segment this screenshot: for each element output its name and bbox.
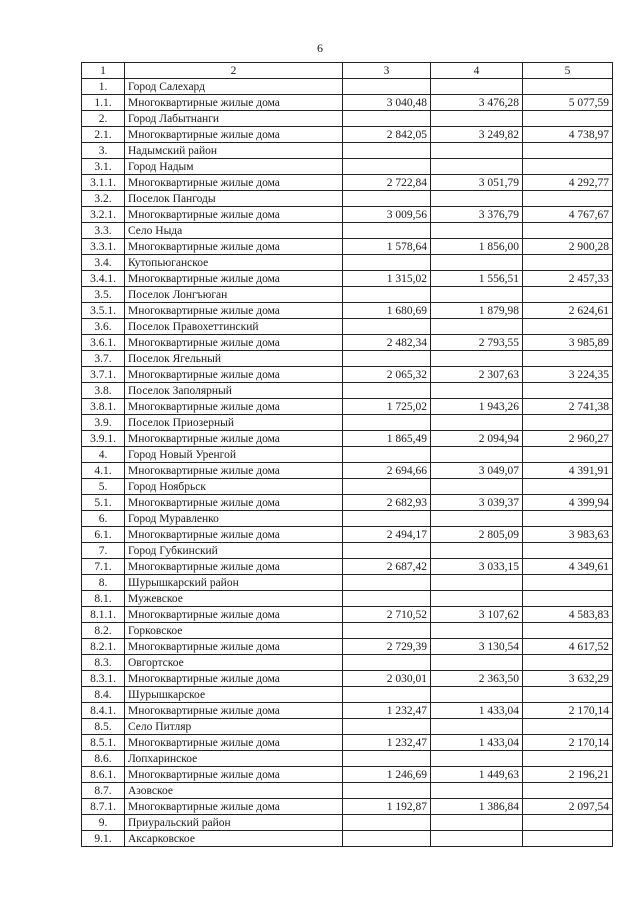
value-cell-4 xyxy=(431,383,523,399)
value-cell-3: 1 680,69 xyxy=(343,303,431,319)
row-name-cell: Шурышкарское xyxy=(125,687,343,703)
value-cell-4: 2 363,50 xyxy=(431,671,523,687)
row-number-cell: 3.9.1. xyxy=(82,431,125,447)
value-cell-4 xyxy=(431,319,523,335)
value-cell-5 xyxy=(523,831,613,847)
table-row xyxy=(82,127,613,143)
table-row xyxy=(82,703,613,719)
row-number-cell: 5. xyxy=(82,479,125,495)
value-cell-3 xyxy=(343,191,431,207)
row-number-cell: 2.1. xyxy=(82,127,125,143)
row-number-cell: 3.8.1. xyxy=(82,399,125,415)
table-row xyxy=(82,351,613,367)
row-name-cell: Многоквартирные жилые дома xyxy=(125,703,343,719)
row-number-cell: 4. xyxy=(82,447,125,463)
table-row xyxy=(82,527,613,543)
value-cell-5: 4 399,94 xyxy=(523,495,613,511)
value-cell-5 xyxy=(523,111,613,127)
row-name-cell: Овгортское xyxy=(125,655,343,671)
header-row xyxy=(82,63,613,79)
row-name-cell: Многоквартирные жилые дома xyxy=(125,799,343,815)
value-cell-3: 1 232,47 xyxy=(343,703,431,719)
value-cell-4 xyxy=(431,223,523,239)
row-name-cell: Аксарковское xyxy=(125,831,343,847)
row-name-cell: Многоквартирные жилые дома xyxy=(125,207,343,223)
row-number-cell: 1.1. xyxy=(82,95,125,111)
value-cell-3 xyxy=(343,223,431,239)
value-cell-5: 2 900,28 xyxy=(523,239,613,255)
value-cell-3 xyxy=(343,687,431,703)
row-name-cell: Многоквартирные жилые дома xyxy=(125,399,343,415)
value-cell-3: 1 232,47 xyxy=(343,735,431,751)
value-cell-5: 2 457,33 xyxy=(523,271,613,287)
table-row xyxy=(82,511,613,527)
row-number-cell: 6.1. xyxy=(82,527,125,543)
row-number-cell: 3.9. xyxy=(82,415,125,431)
table-row xyxy=(82,463,613,479)
table-row xyxy=(82,559,613,575)
value-cell-3 xyxy=(343,623,431,639)
value-cell-3 xyxy=(343,319,431,335)
page-number: 6 xyxy=(317,41,323,55)
table-row xyxy=(82,95,613,111)
row-name-cell: Многоквартирные жилые дома xyxy=(125,271,343,287)
table-row xyxy=(82,607,613,623)
value-cell-5: 3 224,35 xyxy=(523,367,613,383)
value-cell-3 xyxy=(343,111,431,127)
value-cell-3 xyxy=(343,415,431,431)
row-number-cell: 8.3.1. xyxy=(82,671,125,687)
value-cell-3: 1 315,02 xyxy=(343,271,431,287)
table-row xyxy=(82,639,613,655)
table-row xyxy=(82,447,613,463)
row-name-cell: Город Надым xyxy=(125,159,343,175)
row-number-cell: 3.4.1. xyxy=(82,271,125,287)
value-cell-4 xyxy=(431,351,523,367)
row-number-cell: 8.4. xyxy=(82,687,125,703)
row-name-cell: Многоквартирные жилые дома xyxy=(125,335,343,351)
value-cell-4: 1 433,04 xyxy=(431,703,523,719)
row-number-cell: 1. xyxy=(82,79,125,95)
row-number-cell: 3.5. xyxy=(82,287,125,303)
value-cell-4 xyxy=(431,815,523,831)
value-cell-4 xyxy=(431,159,523,175)
table-row xyxy=(82,831,613,847)
value-cell-3: 2 030,01 xyxy=(343,671,431,687)
value-cell-4: 3 130,54 xyxy=(431,639,523,655)
value-cell-5 xyxy=(523,783,613,799)
value-cell-4: 1 449,63 xyxy=(431,767,523,783)
row-number-cell: 8.7.1. xyxy=(82,799,125,815)
value-cell-5: 4 292,77 xyxy=(523,175,613,191)
row-number-cell: 3.1.1. xyxy=(82,175,125,191)
value-cell-5 xyxy=(523,591,613,607)
value-cell-5 xyxy=(523,319,613,335)
row-number-cell: 8.5.1. xyxy=(82,735,125,751)
value-cell-3 xyxy=(343,143,431,159)
value-cell-5: 2 170,14 xyxy=(523,703,613,719)
value-cell-4 xyxy=(431,111,523,127)
value-cell-3 xyxy=(343,655,431,671)
table-row xyxy=(82,543,613,559)
row-name-cell: Поселок Лонгъюган xyxy=(125,287,343,303)
value-cell-4 xyxy=(431,831,523,847)
row-name-cell: Многоквартирные жилые дома xyxy=(125,527,343,543)
value-cell-4: 3 051,79 xyxy=(431,175,523,191)
value-cell-5: 2 741,38 xyxy=(523,399,613,415)
row-number-cell: 3.7.1. xyxy=(82,367,125,383)
value-cell-3: 1 865,49 xyxy=(343,431,431,447)
table-row xyxy=(82,751,613,767)
row-name-cell: Многоквартирные жилые дома xyxy=(125,303,343,319)
value-cell-5: 2 196,21 xyxy=(523,767,613,783)
value-cell-5: 4 583,83 xyxy=(523,607,613,623)
table-row xyxy=(82,735,613,751)
value-cell-4 xyxy=(431,255,523,271)
row-name-cell: Многоквартирные жилые дома xyxy=(125,127,343,143)
value-cell-3: 2 842,05 xyxy=(343,127,431,143)
row-name-cell: Многоквартирные жилые дома xyxy=(125,671,343,687)
value-cell-5 xyxy=(523,383,613,399)
value-cell-3: 2 682,93 xyxy=(343,495,431,511)
value-cell-4: 1 879,98 xyxy=(431,303,523,319)
value-cell-5: 3 985,89 xyxy=(523,335,613,351)
table-row xyxy=(82,591,613,607)
value-cell-3: 2 482,34 xyxy=(343,335,431,351)
value-cell-3 xyxy=(343,447,431,463)
value-cell-4 xyxy=(431,543,523,559)
value-cell-3 xyxy=(343,479,431,495)
row-number-cell: 3.5.1. xyxy=(82,303,125,319)
header-cell-2: 2 xyxy=(125,63,343,79)
value-cell-4 xyxy=(431,479,523,495)
value-cell-5: 4 391,91 xyxy=(523,463,613,479)
row-number-cell: 8.2. xyxy=(82,623,125,639)
value-cell-4 xyxy=(431,415,523,431)
table-row xyxy=(82,383,613,399)
value-cell-5: 2 624,61 xyxy=(523,303,613,319)
value-cell-4: 2 793,55 xyxy=(431,335,523,351)
row-number-cell: 3.6.1. xyxy=(82,335,125,351)
value-cell-3: 1 192,87 xyxy=(343,799,431,815)
value-cell-3 xyxy=(343,719,431,735)
value-cell-5 xyxy=(523,575,613,591)
row-number-cell: 4.1. xyxy=(82,463,125,479)
value-cell-3 xyxy=(343,591,431,607)
value-cell-4: 3 039,37 xyxy=(431,495,523,511)
row-name-cell: Многоквартирные жилые дома xyxy=(125,239,343,255)
row-number-cell: 8.3. xyxy=(82,655,125,671)
row-name-cell: Многоквартирные жилые дома xyxy=(125,463,343,479)
table-row xyxy=(82,239,613,255)
value-cell-4: 3 033,15 xyxy=(431,559,523,575)
value-cell-5 xyxy=(523,143,613,159)
row-number-cell: 3.6. xyxy=(82,319,125,335)
row-number-cell: 3.2. xyxy=(82,191,125,207)
row-number-cell: 3.8. xyxy=(82,383,125,399)
table-row xyxy=(82,223,613,239)
row-name-cell: Многоквартирные жилые дома xyxy=(125,367,343,383)
row-name-cell: Город Муравленко xyxy=(125,511,343,527)
value-cell-5 xyxy=(523,447,613,463)
value-cell-5 xyxy=(523,815,613,831)
value-cell-3 xyxy=(343,159,431,175)
row-number-cell: 8.2.1. xyxy=(82,639,125,655)
row-name-cell: Многоквартирные жилые дома xyxy=(125,559,343,575)
value-cell-3: 1 725,02 xyxy=(343,399,431,415)
value-cell-3: 2 722,84 xyxy=(343,175,431,191)
value-cell-3: 1 578,64 xyxy=(343,239,431,255)
row-name-cell: Кутопьюганское xyxy=(125,255,343,271)
value-cell-4: 1 386,84 xyxy=(431,799,523,815)
row-name-cell: Город Новый Уренгой xyxy=(125,447,343,463)
table-row xyxy=(82,415,613,431)
row-number-cell: 7. xyxy=(82,543,125,559)
value-cell-5 xyxy=(523,159,613,175)
value-cell-4: 3 107,62 xyxy=(431,607,523,623)
value-cell-4 xyxy=(431,447,523,463)
row-number-cell: 8.7. xyxy=(82,783,125,799)
table-row xyxy=(82,575,613,591)
value-cell-5: 4 767,67 xyxy=(523,207,613,223)
value-cell-3: 2 687,42 xyxy=(343,559,431,575)
value-cell-3 xyxy=(343,287,431,303)
value-cell-4 xyxy=(431,719,523,735)
row-name-cell: Многоквартирные жилые дома xyxy=(125,495,343,511)
value-cell-5: 2 960,27 xyxy=(523,431,613,447)
value-cell-3: 2 710,52 xyxy=(343,607,431,623)
row-number-cell: 3.3. xyxy=(82,223,125,239)
table-row xyxy=(82,479,613,495)
value-cell-3 xyxy=(343,751,431,767)
value-cell-4: 1 433,04 xyxy=(431,735,523,751)
value-cell-4 xyxy=(431,575,523,591)
row-name-cell: Поселок Приозерный xyxy=(125,415,343,431)
value-cell-5 xyxy=(523,351,613,367)
value-cell-4: 1 856,00 xyxy=(431,239,523,255)
tariff-table xyxy=(81,62,613,847)
value-cell-5 xyxy=(523,191,613,207)
row-name-cell: Поселок Заполярный xyxy=(125,383,343,399)
value-cell-3: 1 246,69 xyxy=(343,767,431,783)
row-number-cell: 8.1.1. xyxy=(82,607,125,623)
row-number-cell: 3.1. xyxy=(82,159,125,175)
row-name-cell: Поселок Ягельный xyxy=(125,351,343,367)
table-row xyxy=(82,303,613,319)
value-cell-5: 2 170,14 xyxy=(523,735,613,751)
table-row xyxy=(82,687,613,703)
header-cell-5: 5 xyxy=(523,63,613,79)
table-row xyxy=(82,175,613,191)
value-cell-4 xyxy=(431,687,523,703)
table-row xyxy=(82,319,613,335)
row-name-cell: Горковское xyxy=(125,623,343,639)
row-name-cell: Многоквартирные жилые дома xyxy=(125,431,343,447)
value-cell-3 xyxy=(343,575,431,591)
row-name-cell: Село Ныда xyxy=(125,223,343,239)
row-name-cell: Мужевское xyxy=(125,591,343,607)
value-cell-5 xyxy=(523,287,613,303)
value-cell-5 xyxy=(523,751,613,767)
row-number-cell: 3. xyxy=(82,143,125,159)
row-number-cell: 2. xyxy=(82,111,125,127)
value-cell-4: 3 476,28 xyxy=(431,95,523,111)
value-cell-5 xyxy=(523,479,613,495)
row-number-cell: 8. xyxy=(82,575,125,591)
value-cell-3 xyxy=(343,831,431,847)
table-row xyxy=(82,655,613,671)
table-row xyxy=(82,287,613,303)
value-cell-4: 3 049,07 xyxy=(431,463,523,479)
value-cell-4: 1 943,26 xyxy=(431,399,523,415)
row-number-cell: 3.2.1. xyxy=(82,207,125,223)
value-cell-3: 2 494,17 xyxy=(343,527,431,543)
value-cell-4: 2 307,63 xyxy=(431,367,523,383)
value-cell-5: 4 738,97 xyxy=(523,127,613,143)
row-number-cell: 9. xyxy=(82,815,125,831)
row-name-cell: Город Ноябрьск xyxy=(125,479,343,495)
value-cell-4: 1 556,51 xyxy=(431,271,523,287)
row-name-cell: Многоквартирные жилые дома xyxy=(125,95,343,111)
table-row xyxy=(82,783,613,799)
table-row xyxy=(82,367,613,383)
row-name-cell: Многоквартирные жилые дома xyxy=(125,639,343,655)
table-row xyxy=(82,719,613,735)
row-name-cell: Поселок Пангоды xyxy=(125,191,343,207)
row-number-cell: 8.1. xyxy=(82,591,125,607)
value-cell-4 xyxy=(431,511,523,527)
row-name-cell: Лопхаринское xyxy=(125,751,343,767)
value-cell-5 xyxy=(523,623,613,639)
value-cell-4 xyxy=(431,783,523,799)
value-cell-3: 2 065,32 xyxy=(343,367,431,383)
row-name-cell: Город Лабытнанги xyxy=(125,111,343,127)
value-cell-3 xyxy=(343,815,431,831)
table-row xyxy=(82,79,613,95)
row-name-cell: Шурышкарский район xyxy=(125,575,343,591)
value-cell-4 xyxy=(431,655,523,671)
value-cell-5: 3 983,63 xyxy=(523,527,613,543)
value-cell-5 xyxy=(523,223,613,239)
row-number-cell: 7.1. xyxy=(82,559,125,575)
value-cell-5 xyxy=(523,415,613,431)
row-number-cell: 5.1. xyxy=(82,495,125,511)
value-cell-3: 2 694,66 xyxy=(343,463,431,479)
value-cell-3 xyxy=(343,351,431,367)
table-row xyxy=(82,815,613,831)
value-cell-3 xyxy=(343,543,431,559)
value-cell-5: 4 349,61 xyxy=(523,559,613,575)
value-cell-3: 3 040,48 xyxy=(343,95,431,111)
row-name-cell: Поселок Правохеттинский xyxy=(125,319,343,335)
value-cell-5 xyxy=(523,687,613,703)
row-name-cell: Город Салехард xyxy=(125,79,343,95)
table-row xyxy=(82,255,613,271)
value-cell-3 xyxy=(343,783,431,799)
value-cell-5: 3 632,29 xyxy=(523,671,613,687)
value-cell-5: 2 097,54 xyxy=(523,799,613,815)
value-cell-5 xyxy=(523,255,613,271)
value-cell-3: 2 729,39 xyxy=(343,639,431,655)
value-cell-3 xyxy=(343,79,431,95)
table-row xyxy=(82,271,613,287)
row-number-cell: 8.6.1. xyxy=(82,767,125,783)
table-row xyxy=(82,623,613,639)
row-name-cell: Многоквартирные жилые дома xyxy=(125,735,343,751)
row-number-cell: 6. xyxy=(82,511,125,527)
row-number-cell: 3.4. xyxy=(82,255,125,271)
row-name-cell: Надымский район xyxy=(125,143,343,159)
table-row xyxy=(82,111,613,127)
row-name-cell: Приуральский район xyxy=(125,815,343,831)
table-body xyxy=(82,63,613,847)
value-cell-5 xyxy=(523,79,613,95)
row-name-cell: Многоквартирные жилые дома xyxy=(125,767,343,783)
table-row xyxy=(82,495,613,511)
value-cell-5 xyxy=(523,511,613,527)
value-cell-4: 2 805,09 xyxy=(431,527,523,543)
value-cell-4 xyxy=(431,287,523,303)
table-row xyxy=(82,207,613,223)
value-cell-5: 5 077,59 xyxy=(523,95,613,111)
header-cell-4: 4 xyxy=(431,63,523,79)
value-cell-3 xyxy=(343,511,431,527)
table-row xyxy=(82,767,613,783)
row-number-cell: 3.3.1. xyxy=(82,239,125,255)
table-row xyxy=(82,159,613,175)
table-row xyxy=(82,191,613,207)
row-name-cell: Многоквартирные жилые дома xyxy=(125,175,343,191)
table-row xyxy=(82,399,613,415)
row-name-cell: Многоквартирные жилые дома xyxy=(125,607,343,623)
table-row xyxy=(82,335,613,351)
header-cell-1: 1 xyxy=(82,63,125,79)
value-cell-5 xyxy=(523,719,613,735)
table-row xyxy=(82,799,613,815)
table-row xyxy=(82,143,613,159)
row-number-cell: 3.7. xyxy=(82,351,125,367)
value-cell-3 xyxy=(343,383,431,399)
row-name-cell: Город Губкинский xyxy=(125,543,343,559)
value-cell-4 xyxy=(431,591,523,607)
value-cell-4: 3 376,79 xyxy=(431,207,523,223)
value-cell-4 xyxy=(431,623,523,639)
value-cell-3: 3 009,56 xyxy=(343,207,431,223)
row-number-cell: 8.5. xyxy=(82,719,125,735)
table-row xyxy=(82,671,613,687)
row-number-cell: 8.4.1. xyxy=(82,703,125,719)
value-cell-4: 3 249,82 xyxy=(431,127,523,143)
row-name-cell: Азовское xyxy=(125,783,343,799)
value-cell-5 xyxy=(523,543,613,559)
value-cell-3 xyxy=(343,255,431,271)
value-cell-4 xyxy=(431,191,523,207)
table-row xyxy=(82,431,613,447)
value-cell-4 xyxy=(431,751,523,767)
value-cell-4 xyxy=(431,79,523,95)
value-cell-4: 2 094,94 xyxy=(431,431,523,447)
row-number-cell: 9.1. xyxy=(82,831,125,847)
header-cell-3: 3 xyxy=(343,63,431,79)
value-cell-5 xyxy=(523,655,613,671)
row-number-cell: 8.6. xyxy=(82,751,125,767)
value-cell-5: 4 617,52 xyxy=(523,639,613,655)
value-cell-4 xyxy=(431,143,523,159)
row-name-cell: Село Питляр xyxy=(125,719,343,735)
